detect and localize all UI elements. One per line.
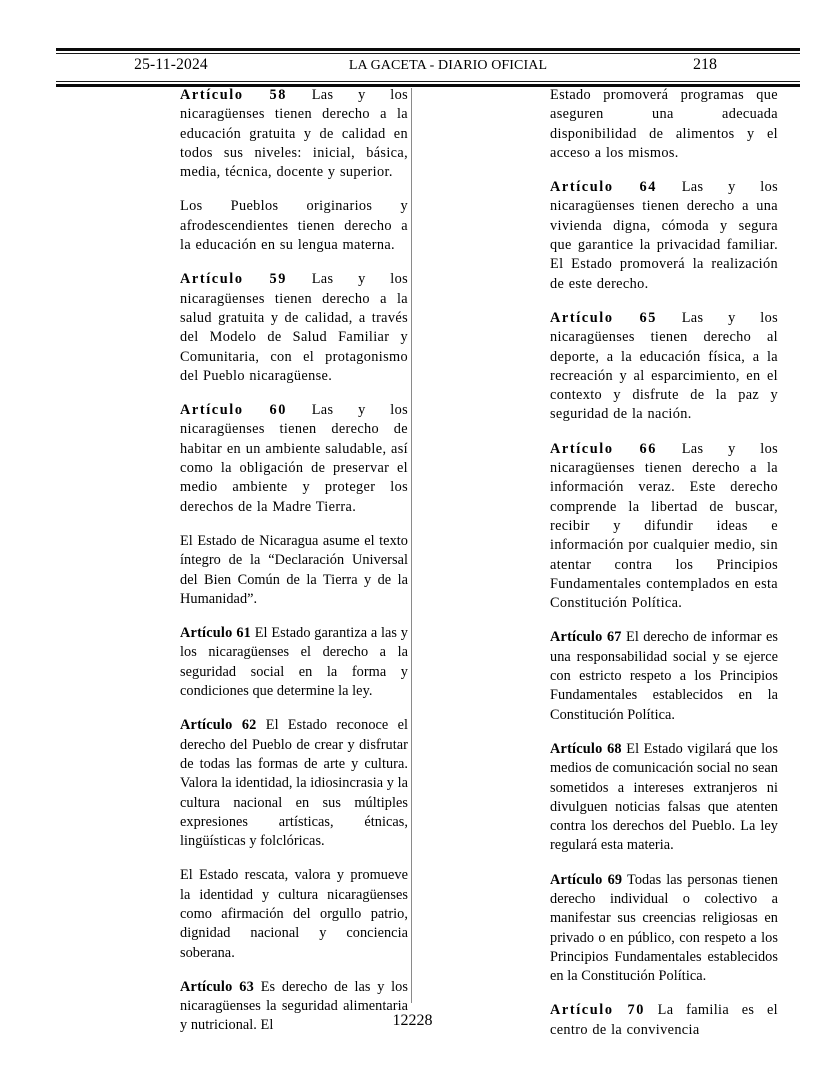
page-masthead (56, 48, 800, 87)
paragraph-parrafo-58-b (180, 197, 408, 255)
article-label: Artículo 60 (180, 402, 288, 419)
footer-folio-number: 12228 (392, 1012, 433, 1029)
header-publication-title: LA GACETA - DIARIO OFICIAL (348, 58, 548, 73)
article-label: Artículo 62 (180, 717, 257, 734)
article-label: Artículo 70 (550, 1002, 646, 1019)
left-column (180, 86, 408, 1036)
paragraph-articulo-67 (550, 628, 778, 724)
paragraph-parrafo-62-b (180, 866, 408, 962)
article-label: Artículo 69 (550, 871, 623, 888)
masthead-row (56, 54, 800, 81)
article-body-text: El derecho de informar es una responsabilidad social y se ejerce con estricto respeto a los Principios Fundamentales establecidos en la Constitución Política. (550, 629, 778, 723)
article-body-text: El Estado de Nicaragua asume el texto íntegro de la “Declaración Universal del Bien Común de la Tierra y de la Humanidad”. (180, 532, 408, 607)
article-label: Artículo 66 (550, 440, 658, 457)
paragraph-articulo-58 (180, 86, 408, 182)
paragraph-articulo-68 (550, 740, 778, 856)
article-label: Artículo 58 (180, 87, 288, 103)
paragraph-articulo-64 (550, 178, 778, 294)
paragraph-articulo-62 (180, 716, 408, 851)
header-date: 25-11-2024 (134, 56, 208, 73)
article-body-text: El Estado vigilará que los medios de comunicación social no sean sometidos a intereses extranjeros ni divulguen noticias falsas que atenten contra los derechos del Pueblo. La ley regulará esta materia. (550, 740, 778, 854)
article-body-text: Las y los nicaragüenses tienen derecho a una vivienda digna, cómoda y segura que garantice la privacidad familiar. El Estado promoverá la realización de este derecho. (550, 179, 778, 292)
article-body-text: Estado promoverá programas que aseguren una adecuada disponibilidad de alimentos y el acceso a los mismos. (550, 87, 778, 161)
article-label: Artículo 61 (180, 625, 252, 642)
article-body-text: Todas las personas tienen derecho individual o colectivo a manifestar sus creencias religiosas en privado o en público, con respeto a los Principios Fundamentales establecidos en la Constitución Política. (550, 871, 778, 985)
article-body-text: Las y los nicaragüenses tienen derecho de habitar en un ambiente saludable, así como la obligación de preservar el medio ambiente y proteger los derechos de la Madre Tierra. (180, 402, 408, 515)
paragraph-articulo-63-cont (550, 86, 778, 163)
right-column (550, 86, 778, 1040)
paragraph-articulo-59 (180, 270, 408, 386)
article-body-text: Las y los nicaragüenses tienen derecho a la salud gratuita y de calidad, a través del Modelo de Salud Familiar y Comunitaria, con el protagonismo del Pueblo nicaragüense. (180, 271, 408, 384)
paragraph-articulo-66 (550, 440, 778, 614)
article-body-text: La familia es el centro de la convivencia (550, 1002, 778, 1038)
column-divider-rule (411, 88, 412, 1003)
article-label: Artículo 65 (550, 309, 658, 326)
paragraph-articulo-65 (550, 309, 778, 425)
paragraph-articulo-69 (550, 871, 778, 987)
article-body-text: El Estado garantiza a las y los nicaragüenses el derecho a la seguridad social en la forma y condiciones que determine la ley. (180, 625, 408, 700)
header-page-number: 218 (693, 56, 717, 73)
article-body-text: Las y los nicaragüenses tienen derecho al deporte, a la educación física, a la recreación y al esparcimiento, en el contexto y disfrute de la paz y seguridad de la nación. (550, 309, 778, 423)
article-body-text: El Estado reconoce el derecho del Pueblo de crear y disfrutar de todas las formas de arte y cultura. Valora la identidad, la idiosincrasia y la cultura nacional en sus múltiples expresiones artísticas, étnicas, lingüísticas y folclóricas. (180, 717, 408, 850)
article-body-text: Las y los nicaragüenses tienen derecho a la educación gratuita y de calidad en todos sus niveles: inicial, básica, media, técnica, docente y superior. (180, 87, 408, 181)
article-label: Artículo 64 (550, 179, 658, 196)
paragraph-parrafo-60-b (180, 532, 408, 609)
article-body-text: Es derecho de las y los nicaragüenses la seguridad alimentaria y nutricional. El (180, 978, 408, 1034)
paragraph-articulo-60 (180, 401, 408, 517)
article-body-text: Los Pueblos originarios y afrodescendientes tienen derecho a la educación en su lengua materna. (180, 198, 408, 254)
article-label: Artículo 63 (180, 978, 254, 995)
article-label: Artículo 68 (550, 740, 622, 757)
article-body-text: Las y los nicaragüenses tienen derecho a la información veraz. Este derecho comprende la libertad de buscar, recibir y difundir ideas e información por cualquier medio, sin atentar contra los Principios Fundamentales contemplados en esta Constitución Política. (550, 440, 778, 612)
article-label: Artículo 59 (180, 271, 288, 288)
paragraph-articulo-61 (180, 624, 408, 701)
article-label: Artículo 67 (550, 629, 622, 646)
article-body-text: El Estado rescata, valora y promueve la identidad y cultura nicaragüenses como afirmación del orgullo patrio, dignidad nacional y conciencia soberana. (180, 867, 408, 961)
